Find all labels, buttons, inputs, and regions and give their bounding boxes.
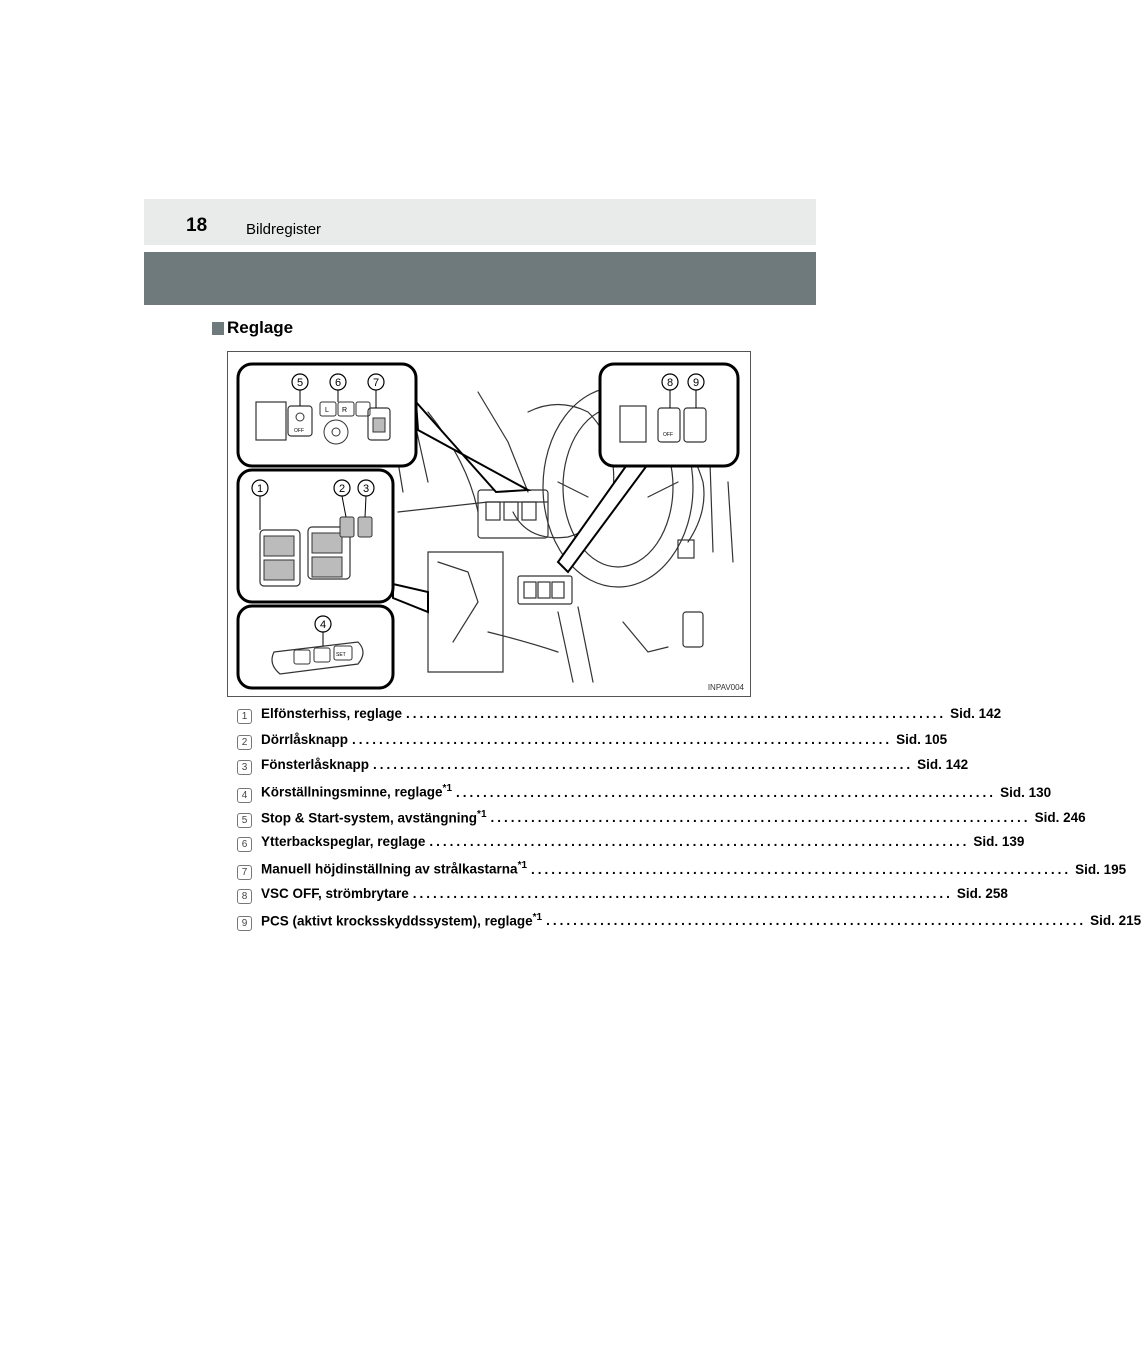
page-reference-link[interactable]: Sid. 142 [917,757,969,773]
dot-leader: ................................................................................ [546,913,1087,928]
index-label-text: Dörrlåsknapp [261,731,349,747]
page-reference-link[interactable]: Sid. 105 [896,731,948,747]
index-label [261,783,452,800]
header-bar [144,199,816,245]
index-label [261,912,542,929]
chapter-title: Bildregister [246,221,322,238]
index-number-badge: 4 [237,788,252,803]
inset-panel-mirrors [238,364,416,466]
index-label-text: Manuell höjdinställning av strålkastarna [261,861,518,877]
callout-5: 5 [296,377,304,389]
index-list [237,706,1141,937]
page-reference-link[interactable]: Sid. 139 [973,834,1025,850]
callout-6: 6 [334,377,342,389]
heading-square-icon [212,322,224,335]
callout-8: 8 [666,377,674,389]
callout-2: 2 [338,483,346,495]
footnote-marker: *1 [442,783,452,795]
index-label-text: Körställningsminne, reglage [261,784,443,800]
figure-code: INPAV004 [707,683,744,692]
index-label-text: VSC OFF, strömbrytare [261,885,409,901]
index-number-badge: 7 [237,865,252,880]
callout-1: 1 [256,483,264,495]
index-label [261,706,402,721]
index-label [261,757,369,772]
index-label-text: Ytterbackspeglar, reglage [261,834,426,850]
inset-panel-memory [238,606,393,688]
page-reference-link[interactable]: Sid. 258 [956,885,1008,901]
footnote-marker: *1 [477,808,487,820]
dot-leader: ................................................................................ [429,834,970,850]
dot-leader: ................................................................................ [412,885,953,901]
index-label-text: Stop & Start-system, avstängning [261,810,478,826]
index-label [261,834,425,849]
stop-start-off-text: OFF [294,428,304,434]
dot-leader: ................................................................................ [373,757,914,773]
page-reference-link[interactable]: Sid. 130 [1000,784,1052,800]
index-number-badge: 1 [237,709,252,724]
index-number-badge: 6 [237,837,252,852]
inset-panel-windows [238,470,393,602]
memory-set-text: SET [336,652,346,658]
index-number-badge: 2 [237,735,252,750]
index-entry [237,731,948,758]
index-entry [237,860,1127,886]
callout-9: 9 [692,377,700,389]
page-reference-link[interactable]: Sid. 215 [1090,913,1141,928]
index-label [261,809,487,826]
index-number-badge: 5 [237,813,252,828]
callout-4: 4 [319,619,327,631]
mirror-right-text: R [342,407,348,414]
section-heading [212,318,293,338]
index-label-text: PCS (aktivt krocksskyddssystem), reglage [261,913,533,928]
mirror-left-text: L [325,407,329,414]
index-entry [237,808,1086,835]
footnote-marker: *1 [517,860,528,872]
section-heading-text: Reglage [227,318,294,337]
index-entry [237,757,969,783]
callout-3: 3 [362,483,370,495]
dot-leader: ................................................................................ [490,810,1031,826]
index-label-text: Fönsterlåsknapp [261,757,370,773]
vsc-off-text: OFF [663,432,673,438]
index-label [261,860,527,877]
page-reference-link[interactable]: Sid. 195 [1075,861,1127,877]
index-entry [237,911,1141,938]
page-reference-link[interactable]: Sid. 142 [950,706,1002,721]
dashboard-line-drawing [228,352,752,698]
page-number: 18 [186,215,208,236]
index-label-text: Elfönsterhiss, reglage [261,706,403,721]
index-entry [237,885,1008,912]
dot-leader: ................................................................................ [456,784,997,800]
index-entry [237,834,1025,860]
inset-panel-vsc-pcs [600,364,738,466]
dot-leader: ................................................................................ [531,861,1072,877]
dot-leader: ................................................................................ [406,706,947,721]
index-number-badge: 8 [237,889,252,904]
index-entry [237,706,1002,732]
controls-illustration [227,351,751,697]
index-entry [237,783,1052,809]
footnote-marker: *1 [532,911,543,923]
callout-7: 7 [372,377,380,389]
index-number-badge: 9 [237,916,252,931]
index-label [261,732,348,747]
dot-leader: ................................................................................ [352,731,893,747]
section-band [144,252,816,305]
page-reference-link[interactable]: Sid. 246 [1034,810,1086,826]
index-number-badge: 3 [237,760,252,775]
index-label [261,886,409,901]
